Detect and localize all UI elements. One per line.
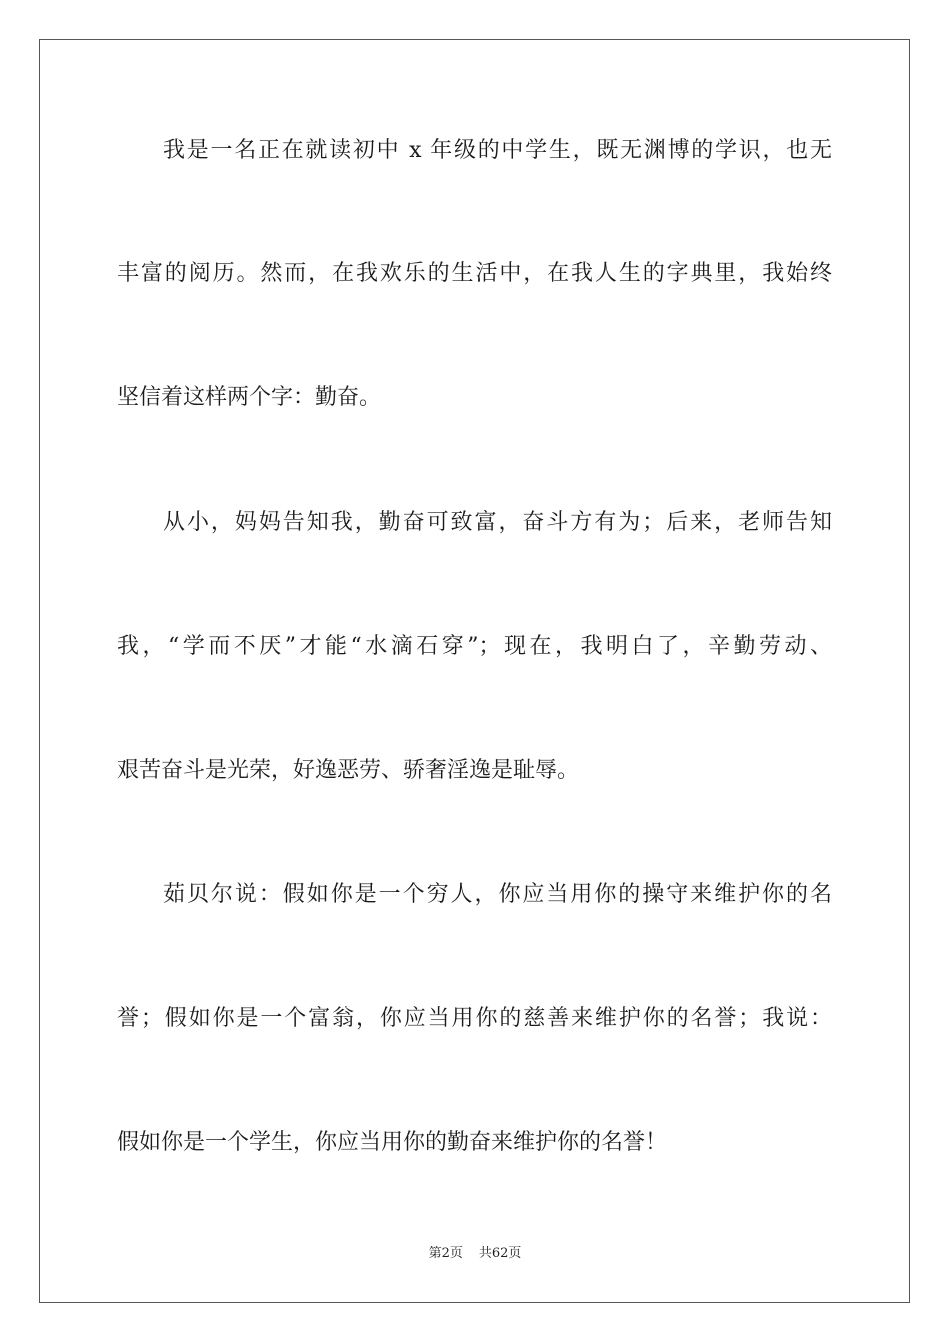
page-frame — [39, 39, 910, 1303]
paragraph-3-line-3: 假如你是一个学生，你应当用你的勤奋来维护你的名誉！ — [117, 1130, 668, 1155]
page-footer — [0, 1244, 950, 1264]
page-number-current: 第2页 — [428, 1246, 463, 1261]
paragraph-2-line-1: 从小，妈妈告知我，勤奋可致富，奋斗方有为；后来，老师告知 — [163, 510, 832, 535]
paragraph-3-line-1: 茹贝尔说：假如你是一个穷人，你应当用你的操守来维护你的名 — [163, 882, 832, 907]
paragraph-1-line-3: 坚信着这样两个字：勤奋。 — [117, 385, 382, 410]
paragraph-2-line-2: 我，“学而不厌”才能“水滴石穿”；现在，我明白了，辛勤劳动、 — [117, 634, 832, 659]
paragraph-1-line-1: 我是一名正在就读初中 x 年级的中学生，既无渊博的学识，也无 — [163, 138, 832, 163]
paragraph-3-line-2: 誉；假如你是一个富翁，你应当用你的慈善来维护你的名誉；我说： — [117, 1006, 832, 1031]
page-number-total: 共62页 — [478, 1246, 522, 1261]
paragraph-2-line-3: 艰苦奋斗是光荣，好逸恶劳、骄奢淫逸是耻辱。 — [117, 758, 580, 783]
paragraph-1-line-2: 丰富的阅历。然而，在我欢乐的生活中，在我人生的字典里，我始终 — [117, 261, 832, 286]
